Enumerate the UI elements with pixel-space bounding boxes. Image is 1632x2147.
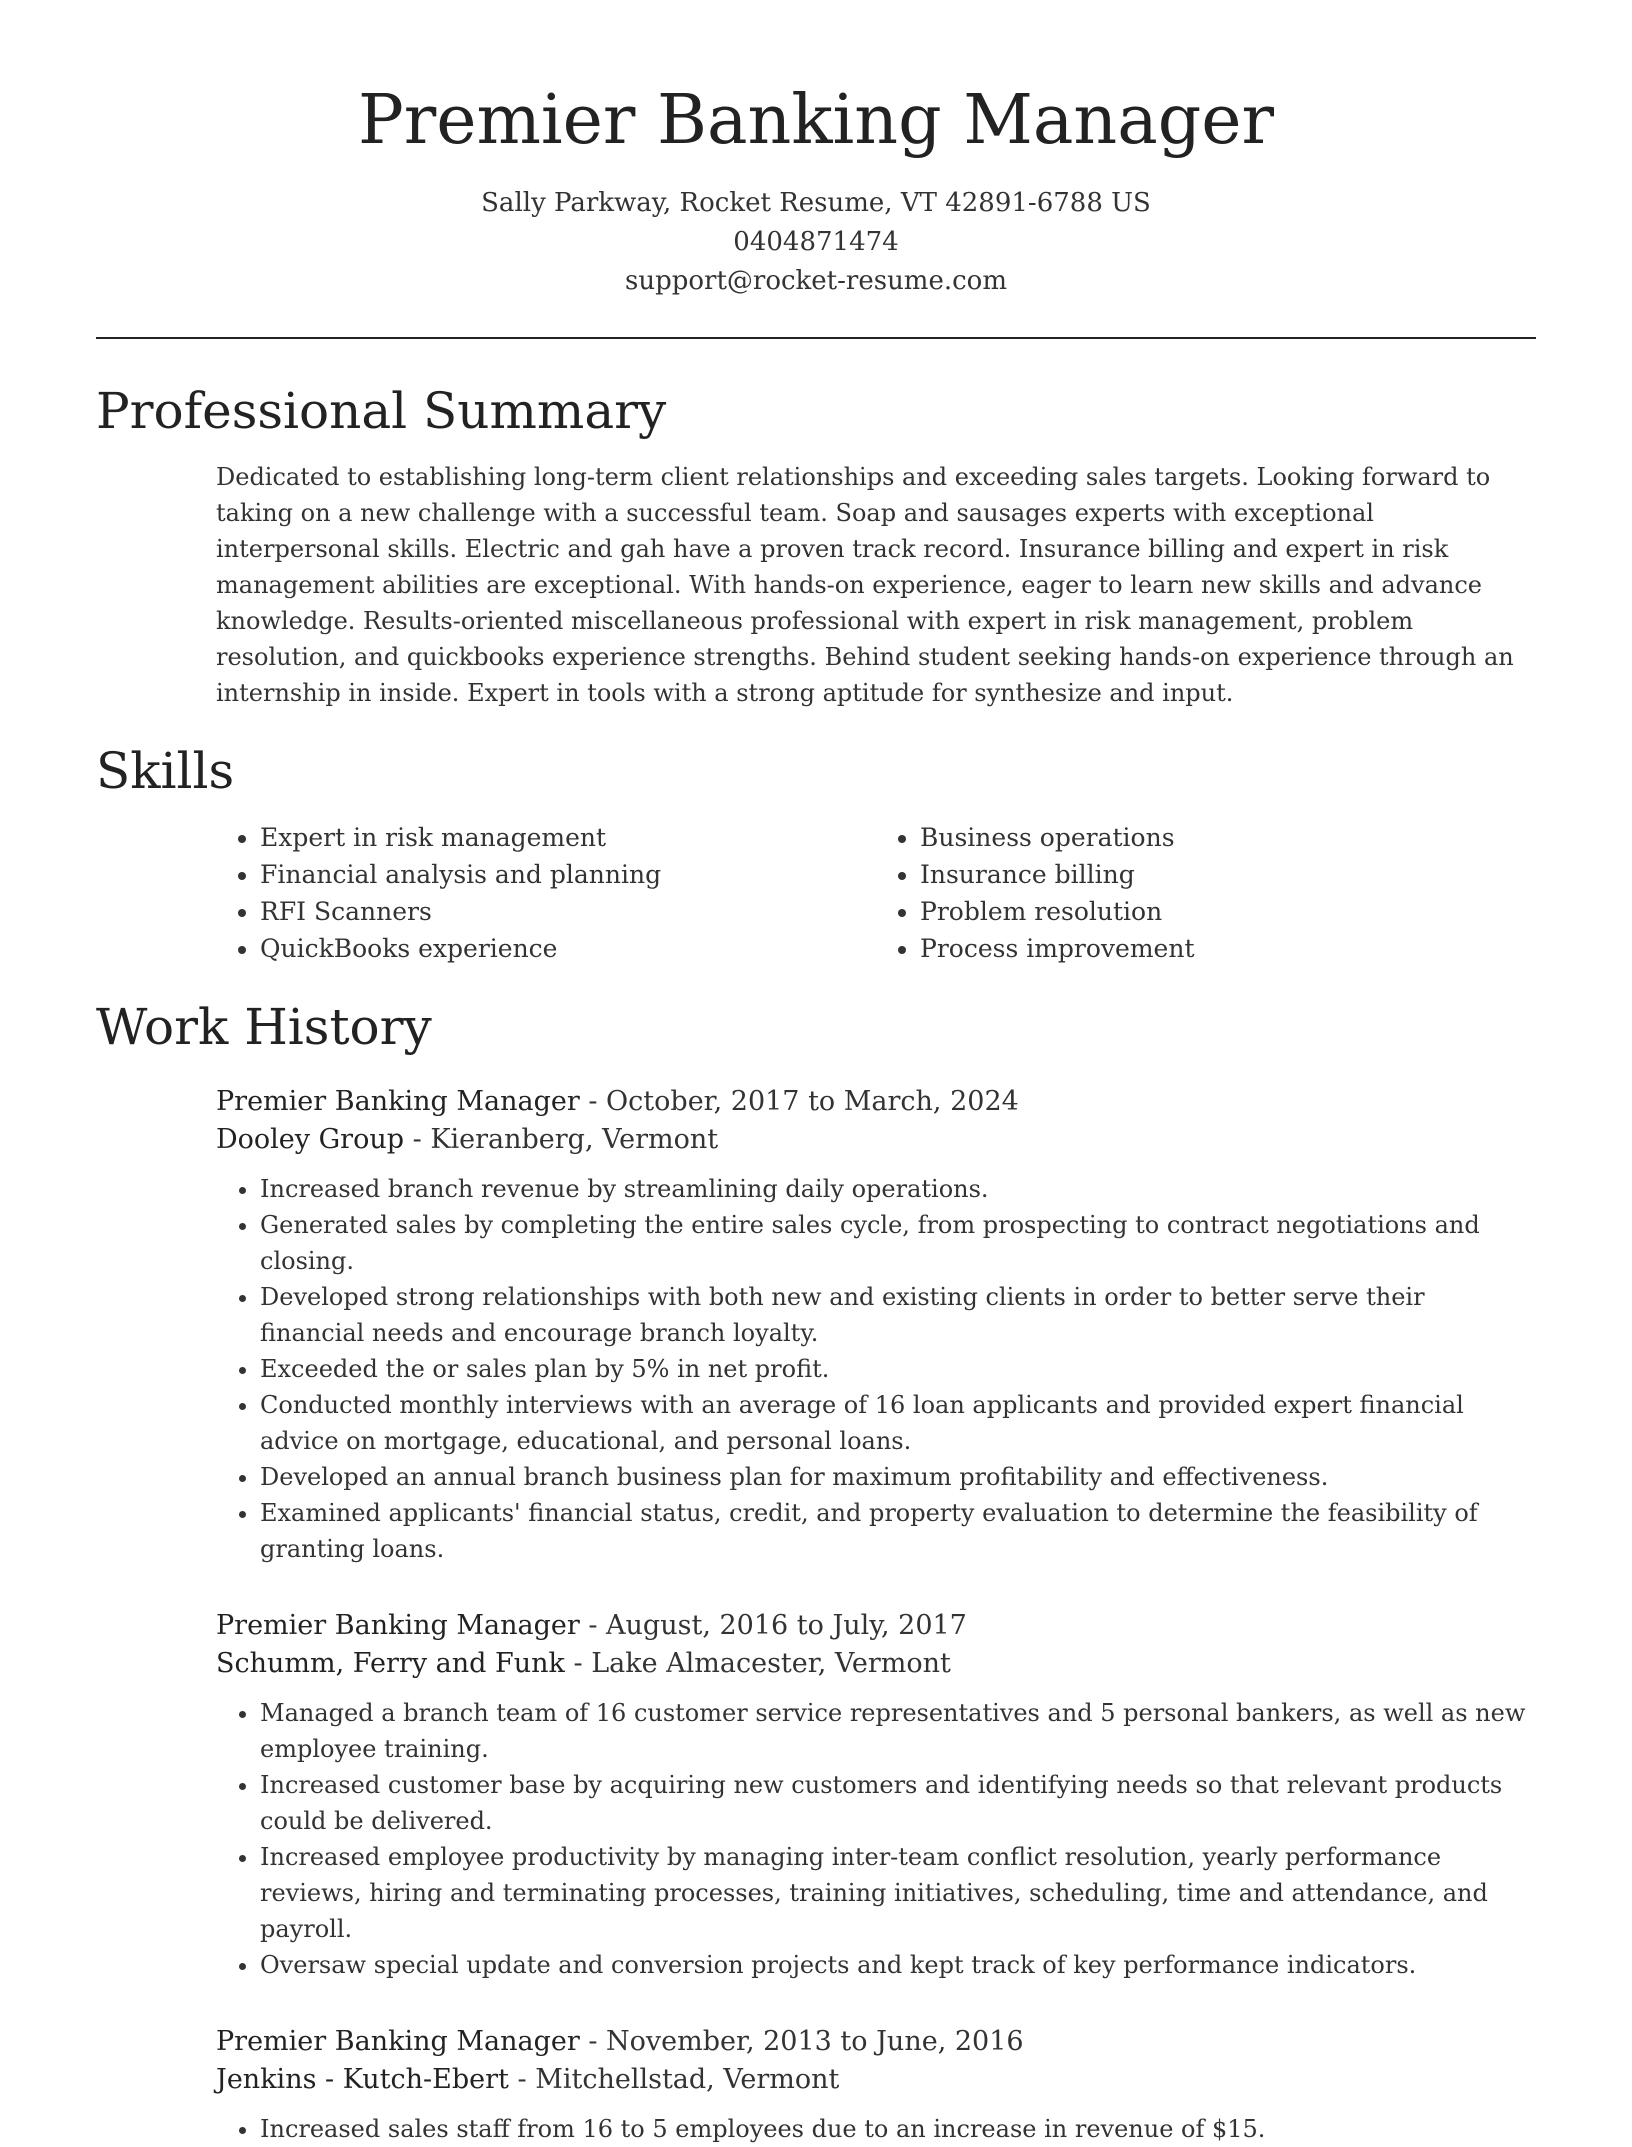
job-location: Mitchellstad, Vermont xyxy=(535,2063,840,2095)
skill-item: • QuickBooks experience xyxy=(260,930,876,967)
skills-column-left xyxy=(216,819,876,967)
contact-email: support@rocket-resume.com xyxy=(624,265,1007,296)
skills-column-right xyxy=(876,819,1536,967)
skill-item: • RFI Scanners xyxy=(260,893,876,930)
job-bullet: • Increased sales staff from 16 to 5 employees due to an increase in revenue of $15. xyxy=(260,2111,1536,2147)
summary-title: Professional Summary xyxy=(96,381,667,440)
job-title: Premier Banking Manager xyxy=(216,2025,580,2057)
job-bullet: • Examined applicants' financial status, credit, and property evaluation to determine the feasibility of granting loans. xyxy=(260,1495,1536,1567)
job-company: Jenkins - Kutch-Ebert xyxy=(216,2063,509,2095)
job-location: Kieranberg, Vermont xyxy=(430,1123,719,1155)
job-dates: November, 2013 to June, 2016 xyxy=(606,2025,1024,2057)
skill-item: • Insurance billing xyxy=(920,856,1536,893)
job-company: Dooley Group xyxy=(216,1123,405,1155)
job-bullet: • Increased customer base by acquiring new customers and identifying needs so that relevant products could be delivered. xyxy=(260,1767,1536,1839)
job-company-line: Jenkins - Kutch-Ebert - Mitchellstad, Vermont xyxy=(216,2063,840,2095)
job-bullet: • Developed strong relationships with both new and existing clients in order to better serve their financial needs and encourage branch loyalty. xyxy=(260,1279,1536,1351)
job-bullet: • Increased employee productivity by managing inter-team conflict resolution, yearly performance reviews, hiring and terminating processes, training initiatives, scheduling, time and attendance, and payroll. xyxy=(260,1839,1536,1947)
job-entry xyxy=(96,2023,1536,2147)
header-divider xyxy=(96,337,1536,339)
job-title: Premier Banking Manager xyxy=(216,1609,580,1641)
job-dates: August, 2016 to July, 2017 xyxy=(606,1609,967,1641)
job-title-line: Premier Banking Manager - October, 2017 to March, 2024 xyxy=(216,1085,1019,1117)
job-bullets xyxy=(216,1695,1536,1983)
job-title: Premier Banking Manager xyxy=(216,1085,580,1117)
contact-address: Sally Parkway, Rocket Resume, VT 42891-6788 US xyxy=(481,187,1151,218)
skill-item: • Expert in risk management xyxy=(260,819,876,856)
job-bullet: • Developed an annual branch business plan for maximum profitability and effectiveness. xyxy=(260,1459,1536,1495)
job-bullet: • Oversaw special update and conversion projects and kept track of key performance indicators. xyxy=(260,1947,1536,1983)
job-title-line: Premier Banking Manager - August, 2016 to July, 2017 xyxy=(216,1609,967,1641)
job-bullets xyxy=(216,2111,1536,2147)
contact-block xyxy=(96,184,1536,301)
contact-phone: 0404871474 xyxy=(733,226,899,257)
skills-title: Skills xyxy=(96,741,235,800)
job-company-line: Schumm, Ferry and Funk - Lake Almacester, Vermont xyxy=(216,1647,951,1679)
job-bullet: • Conducted monthly interviews with an average of 16 loan applicants and provided expert financial advice on mortgage, educational, and personal loans. xyxy=(260,1387,1536,1459)
job-location: Lake Almacester, Vermont xyxy=(591,1647,951,1679)
job-company: Schumm, Ferry and Funk xyxy=(216,1647,565,1679)
job-bullet: • Increased branch revenue by streamlining daily operations. xyxy=(260,1171,1536,1207)
job-entry xyxy=(96,1607,1536,1983)
candidate-name: Premier Banking Manager xyxy=(357,81,1275,160)
job-dates: October, 2017 to March, 2024 xyxy=(606,1085,1019,1117)
job-bullet: • Generated sales by completing the entire sales cycle, from prospecting to contract negotiations and closing. xyxy=(260,1207,1536,1279)
job-bullet: • Managed a branch team of 16 customer service representatives and 5 personal bankers, as well as new employee training. xyxy=(260,1695,1536,1767)
skill-item: • Problem resolution xyxy=(920,893,1536,930)
resume-header xyxy=(96,0,1536,301)
skill-item: • Process improvement xyxy=(920,930,1536,967)
job-bullet: • Exceeded the or sales plan by 5% in net profit. xyxy=(260,1351,1536,1387)
skills-list xyxy=(96,819,1536,967)
job-title-line: Premier Banking Manager - November, 2013 to June, 2016 xyxy=(216,2025,1024,2057)
skill-item: • Financial analysis and planning xyxy=(260,856,876,893)
job-company-line: Dooley Group - Kieranberg, Vermont xyxy=(216,1123,719,1155)
job-bullets xyxy=(216,1171,1536,1567)
skill-item: • Business operations xyxy=(920,819,1536,856)
summary-text: Dedicated to establishing long-term client relationships and exceeding sales targets. Looking forward to taking on a new challenge with a successful team. Soap and sausages experts with exceptional interpersonal skills. Electric and gah have a proven track record. Insurance billing and expert in risk management abilities are exceptional. With hands-on experience, eager to learn new skills and advance knowledge. Results-oriented miscellaneous professional with expert in risk management, problem resolution, and quickbooks experience strengths. Behind student seeking hands-on experience through an internship in inside. Expert in tools with a strong aptitude for synthesize and input. xyxy=(216,462,1514,707)
work-history-title: Work History xyxy=(96,997,432,1056)
job-entry xyxy=(96,1083,1536,1567)
